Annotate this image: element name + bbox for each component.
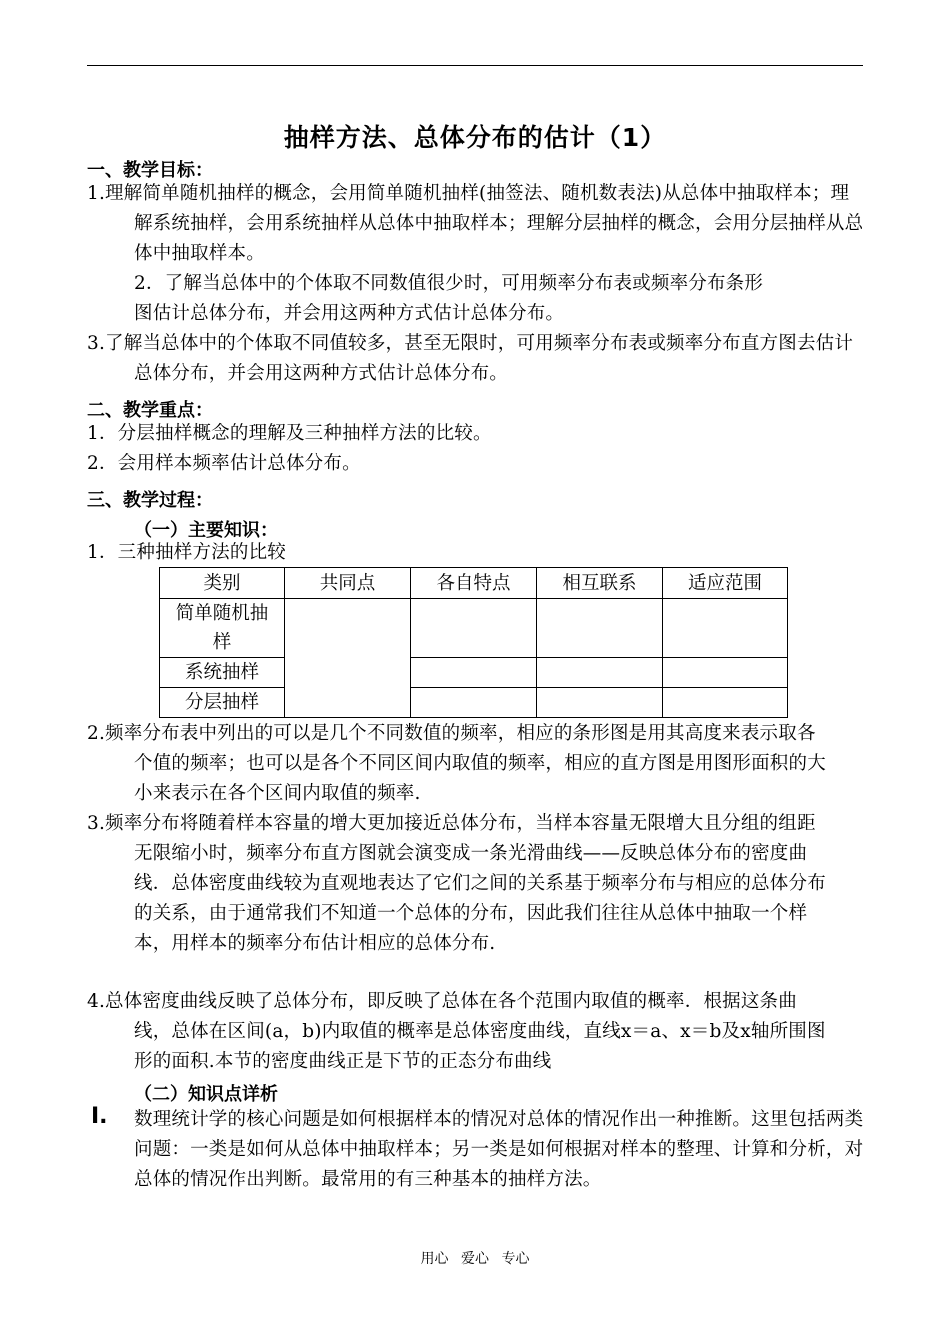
knowledge-3 [87, 809, 832, 959]
table-header-common: 共同点 [285, 568, 411, 599]
table-header-features: 各自特点 [411, 568, 537, 599]
table-cell [537, 658, 663, 688]
objective-2-line1: 2．了解当总体中的个体取不同数值很少时，可用频率分布表或频率分布条形 [134, 273, 764, 294]
knowledge-4 [87, 987, 832, 1077]
sampling-comparison-table [159, 567, 788, 718]
detail-1: 数理统计学的核心问题是如何根据样本的情况对总体的情况作出一种推断。这里包括两类问题：一类是如何从总体中抽取样本；另一类是如何根据对样本的整理、计算和分析，对总体的情况作出判断。最常用的有三种基本的抽样方法。 [134, 1109, 864, 1190]
table-row [160, 688, 788, 718]
table-header-row [160, 568, 788, 599]
objective-1 [87, 179, 867, 269]
knowledge-1: 1．三种抽样方法的比较 [87, 542, 286, 563]
keypoint-1: 1．分层抽样概念的理解及三种抽样方法的比较。 [87, 423, 492, 444]
table-cell [663, 599, 788, 658]
table-row [160, 599, 788, 658]
knowledge-3-text: 3.频率分布将随着样本容量的增大更加接近总体分布，当样本容量无限增大且分组的组距无限缩小时，频率分布直方图就会演变成一条光滑曲线——反映总体分布的密度曲线．总体密度曲线较为直观地表达了它们之间的关系基于频率分布与相应的总体分布的关系，由于通常我们不知道一个总体的分布，因此我们往往从总体中抽取一个样本，用样本的频率分布估计相应的总体分布. [87, 813, 826, 954]
table-cell-systematic: 系统抽样 [160, 658, 285, 688]
subsection-main-knowledge: （一）主要知识： [134, 520, 278, 541]
subsection-detail: （二）知识点详析 [134, 1084, 278, 1105]
table-cell [537, 599, 663, 658]
table-cell [411, 599, 537, 658]
table-cell [537, 688, 663, 718]
keypoint-2: 2．会用样本频率估计总体分布。 [87, 453, 361, 474]
section2-heading: 二、教学重点： [87, 400, 213, 421]
table-header-relation: 相互联系 [537, 568, 663, 599]
table-header-category: 类别 [160, 568, 285, 599]
table-cell [411, 688, 537, 718]
table-cell-common-merged [285, 599, 411, 718]
table-header-scope: 适应范围 [663, 568, 788, 599]
table-cell [411, 658, 537, 688]
objective-3 [87, 329, 867, 389]
knowledge-2-text: 2.频率分布表中列出的可以是几个不同数值的频率，相应的条形图是用其高度来表示取各个值的频率；也可以是各个不同区间内取值的频率，相应的直方图是用图形面积的大小来表示在各个区间内取值的频率. [87, 723, 826, 804]
objective-1-text: 1.理解简单随机抽样的概念，会用简单随机抽样(抽签法、随机数表法)从总体中抽取样本；理解系统抽样，会用系统抽样从总体中抽取样本；理解分层抽样的概念，会用分层抽样从总体中抽取样本。 [87, 183, 864, 264]
table-cell-stratified: 分层抽样 [160, 688, 285, 718]
table-cell [663, 688, 788, 718]
table-cell [663, 658, 788, 688]
header-rule [87, 65, 863, 66]
section3-heading: 三、教学过程： [87, 490, 213, 511]
table-cell-simple-random: 简单随机抽样 [160, 599, 285, 658]
page-title: 抽样方法、总体分布的估计（1） [283, 123, 667, 152]
roman-numeral-1: Ⅰ. [91, 1104, 108, 1129]
knowledge-2 [87, 719, 832, 809]
footer-motto: 用心 爱心 专心 [420, 1251, 530, 1267]
section1-heading: 一、教学目标： [87, 160, 213, 181]
objective-2-line2: 图估计总体分布，并会用这两种方式估计总体分布。 [134, 303, 565, 324]
table-row [160, 658, 788, 688]
knowledge-4-text: 4.总体密度曲线反映了总体分布，即反映了总体在各个范围内取值的概率．根据这条曲线，总体在区间(a，b)内取值的概率是总体密度曲线，直线x＝a、x＝b及x轴所围图形的面积.本节的密度曲线正是下节的正态分布曲线 [87, 991, 826, 1072]
objective-3-text: 3.了解当总体中的个体取不同值较多，甚至无限时，可用频率分布表或频率分布直方图去估计总体分布，并会用这两种方式估计总体分布。 [87, 333, 854, 384]
